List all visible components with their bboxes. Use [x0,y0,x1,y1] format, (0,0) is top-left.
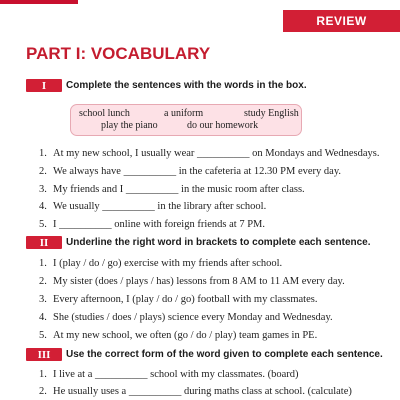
exercise-1-item: 1. At my new school, I usually wear __________ on Mondays and Wednesdays. [39,148,380,159]
section-1-header [26,78,307,93]
section-3-instruction: Use the correct form of the word given to complete each sentence. [66,349,383,360]
exercise-2-item: 1. I (play / do / go) exercise with my friends after school. [39,258,283,269]
exercise-1-item-text: My friends and I __________ in the music room after class. [53,184,305,195]
exercise-1-item: 2. We always have __________ in the cafeteria at 12.30 PM every day. [39,166,342,177]
word-box-item: play the piano [101,120,158,131]
word-box-item: study English [244,108,299,119]
exercise-3-item: 2. He usually uses a __________ during maths class at school. (calculate) [39,386,352,397]
exercise-2-item: 2. My sister (does / plays / has) lessons from 8 AM to 11 AM every day. [39,276,345,287]
section-1-instruction: Complete the sentences with the words in the box. [66,80,307,91]
top-decor-strip [0,0,78,4]
exercise-1-item: 5. I __________ online with foreign friends at 7 PM. [39,219,266,230]
part-title: PART I: VOCABULARY [26,44,211,63]
exercise-3-item-text: He usually uses a __________ during maths class at school. (calculate) [53,386,352,397]
exercise-2-item: 3. Every afternoon, I (play / do / go) football with my classmates. [39,294,318,305]
exercise-1-item: 4. We usually __________ in the library after school. [39,201,267,212]
section-3-header [26,347,383,362]
exercise-2-item-text: She (studies / does / plays) science every Monday and Wednesday. [53,312,333,323]
word-box-item: school lunch [79,108,130,119]
exercise-1-item-text: We always have __________ in the cafeteria at 12.30 PM every day. [53,166,342,177]
section-2-instruction: Underline the right word in brackets to complete each sentence. [66,237,371,248]
exercise-3-item-text: I live at a __________ school with my classmates. (board) [53,369,299,380]
section-2-numeral: II [26,236,62,249]
exercise-1-item-text: I __________ online with foreign friends at 7 PM. [53,219,266,230]
exercise-2-item-text: My sister (does / plays / has) lessons from 8 AM to 11 AM every day. [53,276,345,287]
section-2-header [26,235,371,250]
exercise-2-item: 5. At my new school, we often (go / do / play) team games in PE. [39,330,318,341]
exercise-1-item-text: We usually __________ in the library after school. [53,201,267,212]
exercise-2-item-text: I (play / do / go) exercise with my friends after school. [53,258,283,269]
exercise-1-item: 3. My friends and I __________ in the music room after class. [39,184,305,195]
review-tab: REVIEW [283,10,400,32]
exercise-2-item-text: Every afternoon, I (play / do / go) football with my classmates. [53,294,318,305]
exercise-3-item: 1. I live at a __________ school with my classmates. (board) [39,369,299,380]
word-box [70,104,302,136]
word-box-item: do our homework [187,120,259,131]
exercise-1-item-text: At my new school, I usually wear __________ on Mondays and Wednesdays. [53,148,380,159]
section-3-numeral: III [26,348,62,361]
exercise-2-item-text: At my new school, we often (go / do / play) team games in PE. [53,330,318,341]
exercise-2-item: 4. She (studies / does / plays) science every Monday and Wednesday. [39,312,333,323]
section-1-numeral: I [26,79,62,92]
word-box-item: a uniform [164,108,204,119]
